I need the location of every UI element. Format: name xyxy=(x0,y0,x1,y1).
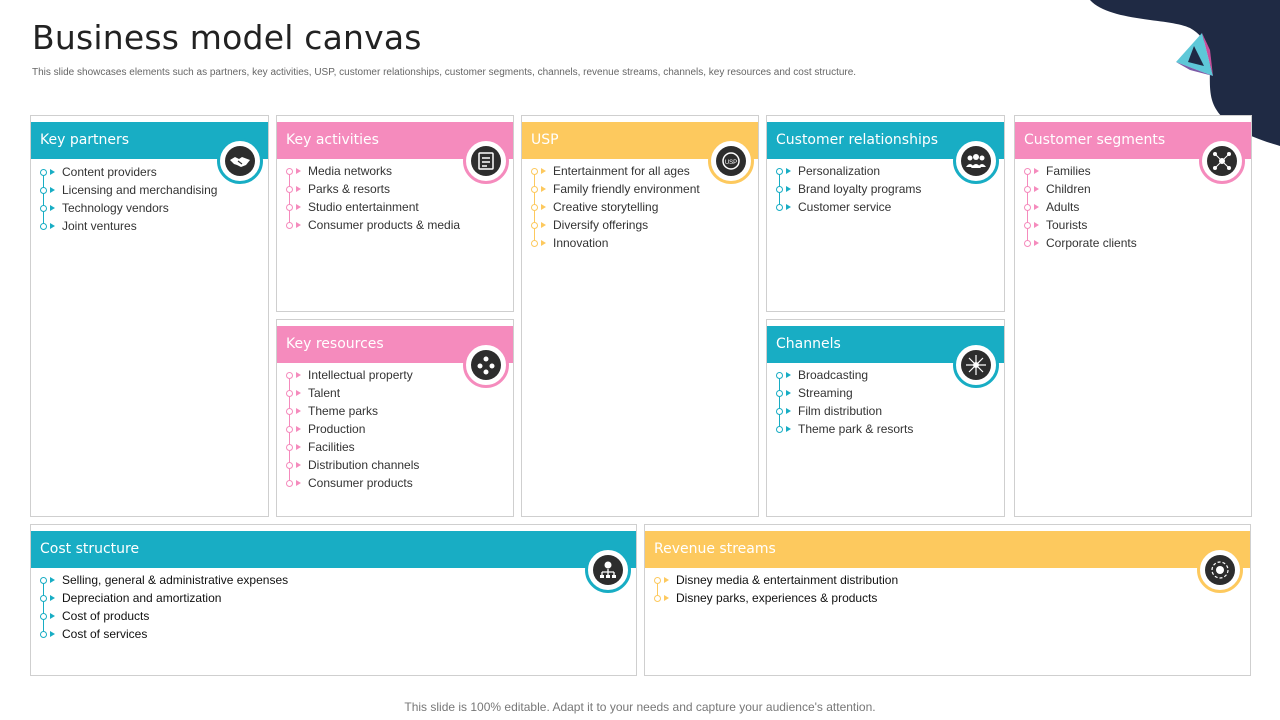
key-resources-list xyxy=(285,366,507,492)
list-item: Production xyxy=(285,420,507,438)
key-activities-list xyxy=(285,162,507,234)
revenue-streams-title: Revenue streams xyxy=(654,541,776,557)
list-item: Cost of products xyxy=(39,607,630,625)
list-item: Content providers xyxy=(39,163,262,181)
usp-title: USP xyxy=(531,132,559,148)
list-item: Intellectual property xyxy=(285,366,507,384)
page-subtitle: This slide showcases elements such as partners, key activities, USP, customer relationships, customer segments, channels, revenue streams, channels, key resources and cost structure. xyxy=(32,67,857,78)
list-item: Personalization xyxy=(775,162,998,180)
list-item: Facilities xyxy=(285,438,507,456)
list-item: Talent xyxy=(285,384,507,402)
cost-structure-panel xyxy=(30,524,637,676)
customer-relationships-list xyxy=(775,162,998,216)
list-item: Children xyxy=(1023,180,1245,198)
customer-segments-panel xyxy=(1014,115,1252,517)
list-item: Media networks xyxy=(285,162,507,180)
channels-panel xyxy=(766,319,1005,517)
key-activities-title: Key activities xyxy=(286,132,379,148)
cost-structure-list xyxy=(39,571,630,643)
list-item: Cost of services xyxy=(39,625,630,643)
list-item: Studio entertainment xyxy=(285,198,507,216)
customer-segments-list xyxy=(1023,162,1245,252)
list-item: Disney parks, experiences & products xyxy=(653,589,1244,607)
customer-relationships-title: Customer relationships xyxy=(776,132,939,148)
usp-panel xyxy=(521,115,759,517)
list-item: Brand loyalty programs xyxy=(775,180,998,198)
list-item: Corporate clients xyxy=(1023,234,1245,252)
list-item: Creative storytelling xyxy=(530,198,752,216)
list-item: Families xyxy=(1023,162,1245,180)
key-resources-panel xyxy=(276,319,514,517)
key-partners-title: Key partners xyxy=(40,132,130,148)
cost-structure-header xyxy=(31,531,636,568)
list-item: Diversify offerings xyxy=(530,216,752,234)
revenue-streams-panel xyxy=(644,524,1251,676)
list-item: Disney media & entertainment distribution xyxy=(653,571,1244,589)
list-item: Consumer products & media xyxy=(285,216,507,234)
list-item: Theme parks xyxy=(285,402,507,420)
page-title: Business model canvas xyxy=(32,18,422,57)
key-partners-panel xyxy=(30,115,269,517)
list-item: Depreciation and amortization xyxy=(39,589,630,607)
channels-title: Channels xyxy=(776,336,841,352)
list-item: Distribution channels xyxy=(285,456,507,474)
usp-list xyxy=(530,162,752,252)
customer-relationships-panel xyxy=(766,115,1005,312)
list-item: Tourists xyxy=(1023,216,1245,234)
list-item: Technology vendors xyxy=(39,199,262,217)
list-item: Film distribution xyxy=(775,402,998,420)
list-item: Streaming xyxy=(775,384,998,402)
revenue-streams-header xyxy=(645,531,1250,568)
svg-text:USP: USP xyxy=(724,160,738,166)
key-partners-list xyxy=(39,163,262,235)
list-item: Innovation xyxy=(530,234,752,252)
list-item: Licensing and merchandising xyxy=(39,181,262,199)
list-item: Selling, general & administrative expenses xyxy=(39,571,630,589)
list-item: Customer service xyxy=(775,198,998,216)
list-item: Entertainment for all ages xyxy=(530,162,752,180)
list-item: Broadcasting xyxy=(775,366,998,384)
list-item: Theme park & resorts xyxy=(775,420,998,438)
customer-segments-title: Customer segments xyxy=(1024,132,1166,148)
key-activities-panel xyxy=(276,115,514,312)
list-item: Joint ventures xyxy=(39,217,262,235)
channels-list xyxy=(775,366,998,438)
list-item: Family friendly environment xyxy=(530,180,752,198)
list-item: Adults xyxy=(1023,198,1245,216)
list-item: Parks & resorts xyxy=(285,180,507,198)
footer-note: This slide is 100% editable. Adapt it to your needs and capture your audience's attention. xyxy=(404,700,876,714)
cost-structure-title: Cost structure xyxy=(40,541,140,557)
key-resources-title: Key resources xyxy=(286,336,384,352)
list-item: Consumer products xyxy=(285,474,507,492)
revenue-streams-list xyxy=(653,571,1244,607)
